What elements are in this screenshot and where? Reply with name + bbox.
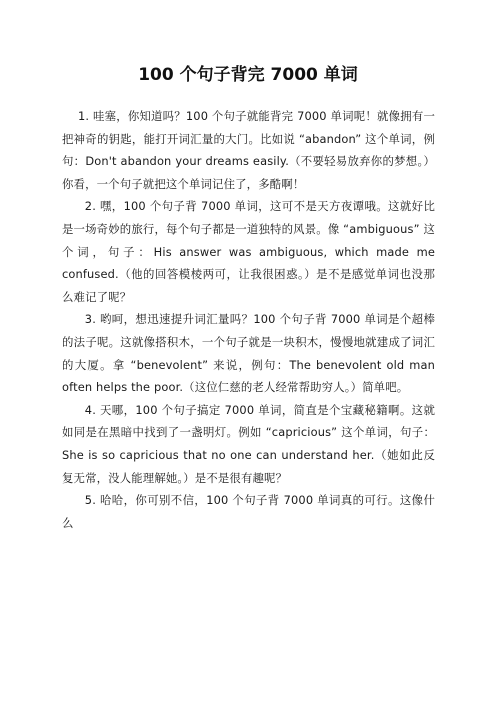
paragraph-1: 1. 哇塞，你知道吗？100 个句子就能背完 7000 单词呢！就像拥有一把神奇的钥匙，能打开词汇量的大门。比如说 “abandon” 这个单词，例句：Don't abandon your dreams easily.（不要轻易放弃你的梦想。）你看，一个句子就把这个单词记住了，多酷啊！ <box>62 109 435 191</box>
paragraph-4: 4. 天哪，100 个句子搞定 7000 单词，简直是个宝藏秘籍啊。这就如同是在黑暗中找到了一盏明灯。例如 “capricious” 这个单词，句子：She is so capricious that no one can understand her.（她如此反复无常，没人能理解她。）是不是很有趣呢？ <box>62 402 435 485</box>
document-body <box>62 105 435 534</box>
paragraph-5: 5. 哈哈，你可别不信，100 个句子背 7000 单词真的可行。这像什么 <box>62 493 435 530</box>
paragraph-3: 3. 哟呵，想迅速提升词汇量吗？100 个句子背 7000 单词是个超棒的法子呢。这就像搭积木，一个句子就是一块积木，慢慢地就建成了词汇的大厦。拿 “benevolent” 来说，例句：The benevolent old man often helps the poor.（这位仁慈的老人经常帮助穷人。）简单吧。 <box>62 312 435 395</box>
paragraph-2: 2. 嘿，100 个句子背 7000 单词，这可不是天方夜谭哦。这就好比是一场奇妙的旅行，每个句子都是一道独特的风景。像 “ambiguous” 这个词，句子：His answer was ambiguous, which made me confused.（他的回答模棱两可，让我很困惑。）是不是感觉单词也没那么难记了呢？ <box>62 199 435 304</box>
document-title: 100 个句子背完 7000 单词 <box>138 65 358 85</box>
